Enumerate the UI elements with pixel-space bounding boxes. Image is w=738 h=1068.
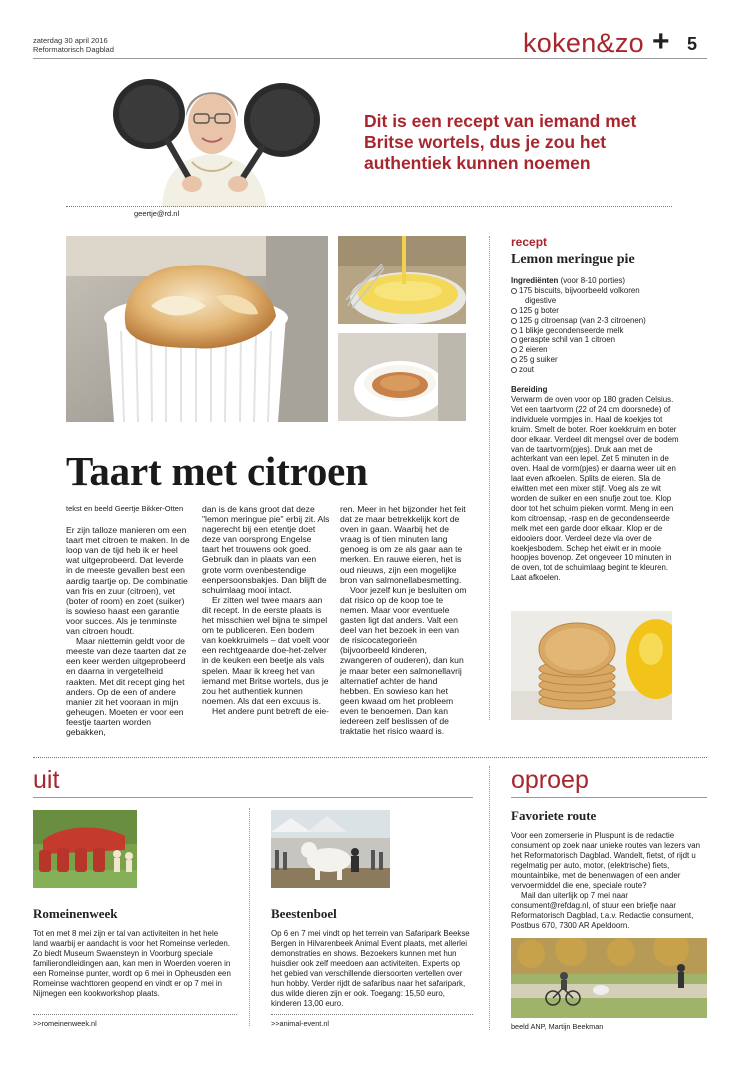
portions: (voor 8-10 porties) — [560, 276, 626, 285]
pull-quote: Dit is een recept van iemand met Britse wortels, dus je zou het authentiek kunnen noemen — [364, 111, 637, 173]
circle-bullet-icon — [511, 308, 517, 314]
paragraph: Er zitten wel twee maars aan dit recept. In de eerste plaats is het misschien wel bijna te simpel om te publiceren. Een bodem van koekkruimels – dat voelt voor een rechtgeaarde doe-het-zelver in de keuken een beetje als vals spelen. Maar ik kreeg het van iemand met Britse wortels, dus je zou het authentiek kunnen noemen. Als dat een excuus is. — [202, 594, 330, 706]
biscuit-crumbs-photo — [338, 333, 466, 421]
circle-bullet-icon — [511, 367, 517, 373]
ingredients-label: Ingrediënten — [511, 276, 559, 285]
romeinenweek-title: Romeinenweek — [33, 906, 118, 921]
circle-bullet-icon — [511, 357, 517, 363]
circle-bullet-icon — [511, 318, 517, 324]
beestenboel-rule — [271, 1014, 473, 1015]
byline: tekst en beeld Geertje Bikker-Otten — [66, 504, 184, 513]
page-number: 5 — [687, 34, 698, 54]
paragraph: ren. Meer in het bijzonder het feit dat ze maar betrekkelijk kort de oven in gaan. Waarbij het de vraag is of tien minuten lang genoeg is om ze als gaar aan te merken. En rauwe eieren, het is oud nieuws, zijn een mogelijke bron van salmonellabesmetting. — [340, 504, 466, 585]
ingredient-item: 25 g suiker — [511, 355, 679, 365]
beestenboel-photo — [271, 810, 390, 888]
article-column-2 — [202, 504, 330, 716]
oproep-paragraph: Voor een zomerserie in Pluspunt is de redactie consument op zoek naar unieke routes van lezers van het Reformatorisch Dagblad. Wandelt, fietst, of rijdt u regelmatig per auto, motor, (elektrische) fiets, mountainbike, met de benenwagen of een ander vervoermiddel die ene, speciale route? — [511, 831, 701, 890]
ingredient-item: 175 biscuits, bijvoorbeeld volkoren — [511, 286, 679, 296]
recipe-divider — [489, 236, 490, 720]
method-label: Bereiding — [511, 385, 548, 395]
recipe-kicker: recept — [511, 235, 548, 249]
article-column-1 — [66, 504, 192, 737]
article-column-3 — [340, 504, 468, 736]
romeinenweek-link[interactable]: >>romeinenweek.nl — [33, 1019, 97, 1028]
beestenboel-link[interactable]: >>animal-event.nl — [271, 1019, 330, 1028]
circle-bullet-icon — [511, 337, 517, 343]
oproep-heading: oproep — [511, 766, 589, 794]
ingredient-item: 1 blikje gecondenseerde melk — [511, 326, 679, 336]
oproep-paragraph: Mail dan uiterlijk op 7 mei naar consument@refdag.nl, of stuur een briefje naar Reformatorisch Dagblad, t.a.v. Redactie consument, Postbus 670, 7300 AR Apeldoorn. — [511, 891, 694, 930]
ingredient-item: zout — [511, 365, 679, 375]
circle-bullet-icon — [511, 328, 517, 334]
ingredient-item: 125 g boter — [511, 306, 679, 316]
circle-bullet-icon — [511, 288, 517, 294]
article-headline: Taart met citroen — [66, 448, 368, 494]
uit-rule — [33, 797, 473, 798]
oproep-text — [511, 831, 707, 931]
paragraph: Voor jezelf kun je besluiten om dat risico op de koop toe te nemen. Maar voor eventuele gasten ligt dat anders. Valt een deel van het bezoek in een van de risicocategorieën (bijvoorbeeld kinderen, zwangeren of ouderen), dan kun je maar beter een salmonellavrij alternatief achter de hand hebben. En sowieso kan het geen kwaad om het probleem even te benoemen. Dan kan iedereen zelf beslissen of de traktatie het risico waard is. — [340, 584, 467, 737]
romeinenweek-rule — [33, 1014, 237, 1015]
paragraph: dan is de kans groot dat deze "lemon meringue pie" erbij zit. Als nagerecht bij een etentje doet deze van oorsprong Engelse taart het trouwens ook goed. Gebruik dan in plaats van een grote vorm ovenbestendige eenpersoonsbakjes. Dan blijft de schuimlaag mooi intact. — [202, 504, 330, 595]
beestenboel-title: Beestenboel — [271, 906, 337, 921]
header-rule — [33, 58, 707, 59]
romeinenweek-photo — [33, 810, 137, 888]
divider-top — [66, 206, 672, 207]
author-email[interactable]: geertje@rd.nl — [134, 209, 180, 218]
paragraph: Maar niettemin geldt voor de meeste van deze taarten dat ze een keer werden uitgeprobeerd en daarna in vergetelheid raakten. Met dit recept ging het anders. Op de een of andere manier zit het vooraan in mijn geheugen. Moeten er voor een feestje taarten worden gebakken, — [66, 636, 187, 737]
ingredient-item: 2 eieren — [511, 345, 679, 355]
oproep-rule — [511, 797, 707, 798]
recipe-title: Lemon meringue pie — [511, 252, 635, 267]
method-text: Verwarm de oven voor op 180 graden Celsius. Vet een taartvorm (22 of 24 cm doorsnede) of individuele vormpjes in. Haal de koekjes tot kruim. Smelt de boter. Roer koekkruim en boter door elkaar. Verdeel dit mengsel over de bodem van de taartvorm(pjes). Druk aan met de achterkant van een lepel. Zet 5 minuten in de oven. Haal de vorm(pjes) er daarna weer uit en laat even afkoelen. Splits de eieren. Sla de eiwitten met een mixer stijf. Voeg als ze wit worden de suiker en een snufje zout toe. Klop door tot het schuim pieken vormt. Meng in een kom citroensap, -rasp en de gecondenseerde melk met een garde door elkaar. Klop er de eidooiers door. Verdeel deze vla over de koekjesbodem. Schep het eiwit er in mooie hoopjes bovenop. Zet ongeveer 10 minuten in de oven, tot de schuimlaag begint te kleuren. Laat afkoelen. — [511, 394, 679, 583]
section-title: koken&zo — [523, 28, 644, 58]
uit-column-divider — [249, 808, 250, 1026]
lemon-curd-photo — [338, 236, 466, 324]
beestenboel-text: Op 6 en 7 mei vindt op het terrein van Safaripark Beekse Bergen in Hilvarenbeek Animal Event plaats, met allerlei demonstraties en shows. Bezoekers kunnen met hun huisdier ook zelf meedoen aan activiteiten. Experts op het gebied van verschillende diersoorten vertellen over hun hobby. Verder rijdt de safaribus naar het safaripark, dus wilde dieren zijn er ook. Toegang: 15,50 euro, kinderen 13,00 euro. — [271, 929, 470, 1008]
header-date-block — [33, 36, 114, 54]
circle-bullet-icon — [511, 347, 517, 353]
cyclists-photo — [511, 938, 707, 1018]
columnist-portrait — [112, 62, 322, 207]
biscuits-lemon-photo — [511, 611, 672, 720]
newspaper-name: Reformatorisch Dagblad — [33, 45, 114, 54]
photo-credit: beeld ANP, Martijn Beekman — [511, 1022, 604, 1031]
recipe-body — [511, 276, 679, 583]
paragraph: Het andere punt betreft de eie- — [212, 705, 330, 716]
plus-logo: + — [652, 25, 670, 58]
oproep-title: Favoriete route — [511, 808, 597, 823]
romeinenweek-text: Tot en met 8 mei zijn er tal van activiteiten in het hele land waarbij er aandacht is voor het Romeinse verleden. Zo biedt Museum Swaensteyn in Voorburg speciale familierondleidingen aan, kan men in Woerden voeren in een Romeinse punter, wordt op 6 mei in Opheusden een Romeinse wachttoren geopend en vindt er op 7 mei in Nijmegen een kookworkshop plaats. — [33, 929, 231, 998]
ingredient-item: 125 g citroensap (van 2-3 citroenen) — [511, 316, 679, 326]
divider-bottom — [33, 757, 707, 758]
ingredient-item: geraspte schil van 1 citroen — [511, 335, 679, 345]
paragraph: Er zijn talloze manieren om een taart met citroen te maken. In de loop van de tijd heb ik er heel wat uitgeprobeerd. Dat leverde in de meeste gevallen best een aardig taartje op. De combinatie van fris en zuur (citroen), vet (boter of room) en zoet (suiker) is sowieso haast een garantie voor succes. Als je tenminste van citroen houdt. — [66, 525, 190, 637]
ingredient-continuation: digestive — [525, 295, 557, 305]
oproep-divider — [489, 766, 490, 1030]
uit-heading: uit — [33, 766, 60, 794]
issue-date: zaterdag 30 april 2016 — [33, 36, 108, 45]
meringue-pie-photo — [66, 236, 328, 422]
